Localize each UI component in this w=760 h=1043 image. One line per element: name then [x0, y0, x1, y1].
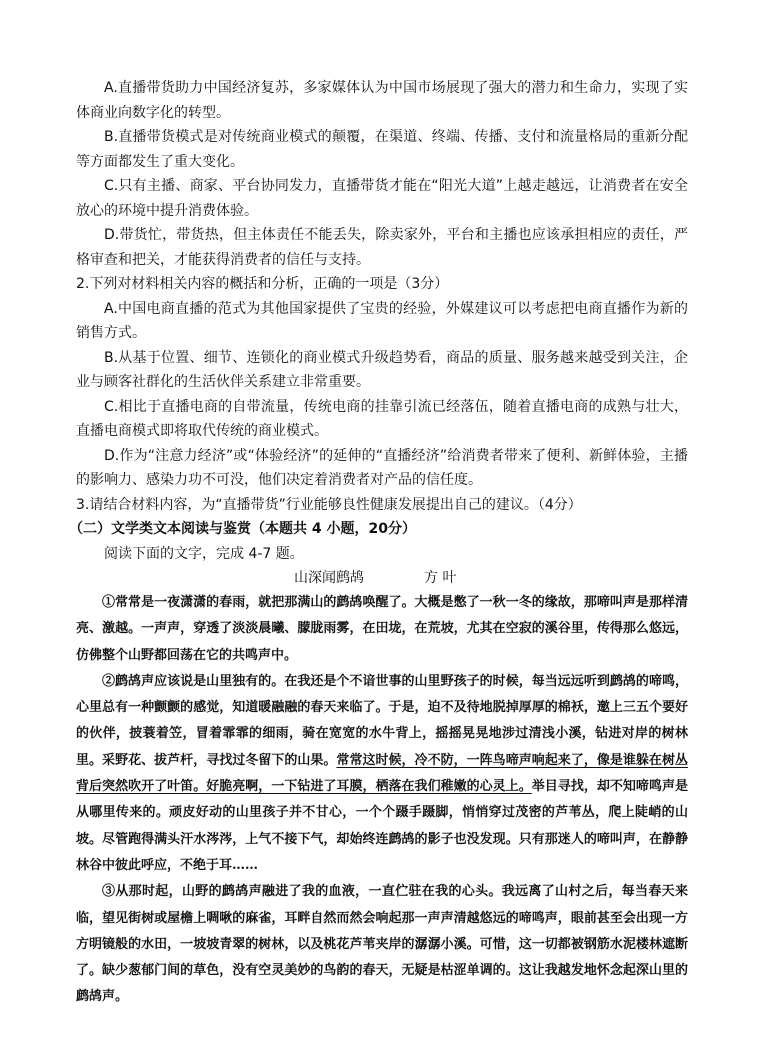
article-title-line	[76, 566, 688, 590]
q1-option-d: D.带货忙，带货热，但主体责任不能丢失，除卖家外，平台和主播也应该承担相应的责任，严格审查和把关，才能获得消费者的信任与支持。	[76, 227, 688, 268]
q2-option-d: D.作为“注意力经济”或“体验经济”的延伸的“直播经济”给消费者带来了便利、新鲜体验，主播的影响力、感染力功不可没，他们决定着消费者对产品的信任度。	[76, 447, 688, 488]
section-literary-reading	[69, 517, 688, 1011]
article-title: 山深闻鹧鸪	[294, 570, 364, 586]
question-1-options	[76, 76, 688, 272]
q3-stem: 3.请结合材料内容，为“直播带货”行业能够良性健康发展提出自己的建议。（4分）	[76, 496, 582, 513]
exam-page	[69, 76, 688, 1011]
article-body	[76, 590, 688, 1011]
q1-option-a: A.直播带货助力中国经济复苏，多家媒体认为中国市场展现了强大的潜力和生命力，实现了实体商业向数字化的转型。	[76, 80, 688, 121]
q1-option-c: C.只有主播、商家、平台协同发力，直播带货才能在“阳光大道”上越走越远，让消费者在安全放心的环境中提升消费体验。	[76, 178, 688, 219]
q2-stem: 2.下列对材料相关内容的概括和分析，正确的一项是（3分）	[76, 276, 449, 292]
question-3	[76, 493, 688, 518]
reading-instruction: 阅读下面的文字，完成 4-7 题。	[104, 545, 304, 562]
q2-option-a: A.中国电商直播的范式为其他国家提供了宝贵的经验，外媒建议可以考虑把电商直播作为新的销售方式。	[76, 300, 688, 341]
underlined-sentence: 常常这时候，冷不防，一阵鸟啼声响起来了，像是谁躲在树丛背后突然吹开了叶笛。好脆亮啊，一下钻进了耳膜，栖落在我们稚嫩的心灵上。	[76, 752, 688, 795]
question-2	[76, 272, 688, 493]
paragraph-2-text-a: ②鹧鸪声应该说是山里独有的。在我还是个不谙世事的山里野孩子的时候，每当远远听到鹧鸪的啼鸣，心里总有一种颤颤的感觉，知道暖融融的春天来临了。于是，迫不及待地脱掉厚厚的棉袄，邀上三五个要好的伙伴，披蓑着笠，冒着霏霏的细雨，骑在宽宽的水牛背上，摇摇晃晃地涉过清浅小溪，钻进对岸的树林里。采野花、拔芦杆，寻找过冬留下的山果。	[76, 673, 688, 768]
q2-option-c: C.相比于直播电商的自带流量，传统电商的挂靠引流已经落伍，随着直播电商的成熟与壮大，直播电商模式即将取代传统的商业模式。	[76, 398, 688, 439]
paragraph-2-text-b: 举目寻找，却不知啼鸣声是从哪里传来的。顽皮好动的山里孩子并不甘心，一个个蹑手蹑脚，悄悄穿过茂密的芦苇丛，爬上陡峭的山坡。尽管跑得满头汗水涔涔，上气不接下气，却始终连鹧鸪的影子也没发现。只有那迷人的啼叫声，在静静林谷中彼此呼应，不绝于耳……	[76, 779, 688, 873]
section-heading: （二）文学类文本阅读与鉴赏（本题共 4 小题，20分）	[69, 521, 416, 537]
article-paragraph-3: ③从那时起，山野的鹧鸪声融进了我的血液，一直伫驻在我的心头。我远离了山村之后，每当春天来临，望见街树或屋檐上啁啾的麻雀，耳畔自然而然会响起那一声声清越悠远的啼鸣声，眼前甚至会出现一方方明镜般的水田，一坡坡青翠的树林，以及桃花芦苇夹岸的潺潺小溪。可惜，这一切都被钢筋水泥楼林遮断了。缺少葱郁门间的草色，没有空灵美妙的鸟韵的春天，无疑是枯涩单调的。这让我越发地怀念起深山里的鹧鸪声。	[76, 884, 688, 1005]
article-paragraph-1: ①常常是一夜潇潇的春雨，就把那满山的鹧鸪唤醒了。大概是憋了一秋一冬的缘故，那啼叫声是那样清亮、激越。一声声，穿透了淡淡晨曦、朦胧雨雾，在田垅，在荒坡，尤其在空寂的溪谷里，传得那么悠远，仿佛整个山野都回荡在它的共鸣声中。	[76, 595, 688, 663]
q1-option-b: B.直播带货模式是对传统商业模式的颠覆，在渠道、终端、传播、支付和流量格局的重新分配等方面都发生了重大变化。	[76, 129, 688, 170]
article-paragraph-2	[76, 669, 688, 879]
article-author: 方 叶	[424, 570, 457, 586]
q2-option-b: B.从基于位置、细节、连锁化的商业模式升级趋势看，商品的质量、服务越来越受到关注，企业与顾客社群化的生活伙伴关系建立非常重要。	[76, 349, 688, 390]
